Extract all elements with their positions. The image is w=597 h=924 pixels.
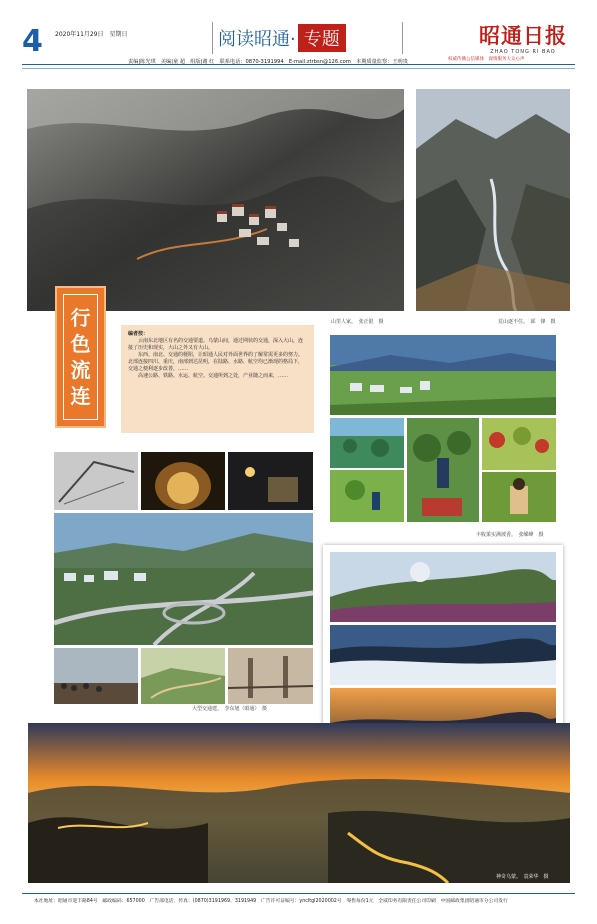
photo-orchard-4 [482, 418, 556, 470]
section-title [218, 22, 418, 54]
town-aerial-image [330, 335, 556, 415]
photo-mountain-road [141, 648, 225, 704]
date-line: 2020年11月29日 星期日 [55, 31, 128, 38]
photo-highway-interchange [54, 513, 313, 645]
crowd-image [54, 648, 138, 704]
caption-top-right: 荒山逐不住。 邱 锋 摄 [498, 319, 556, 325]
orchard-image-3 [407, 418, 479, 522]
feature-title-char-4: 连 [70, 384, 91, 408]
photo-construction-workers [54, 452, 138, 510]
feature-title-box [55, 286, 106, 428]
photo-sunset-panorama [28, 723, 570, 883]
orchard-image-2 [330, 470, 404, 522]
photo-orchard-5 [482, 472, 556, 522]
photo-orchard-2 [330, 470, 404, 522]
intro-text-box [121, 325, 314, 433]
valley-river-image [416, 89, 570, 311]
sunset-panorama-image [28, 723, 570, 883]
masthead-tagline: 权威传播公信媒体 深情服务大众心声 [448, 57, 525, 62]
caption-top-left: 山里人家。 张正银 摄 [331, 319, 384, 325]
footer-text: 本社地址：昭通市迎丰路84号 邮政编码：657000 广告部电话、传真：(0870)3191969、3191949 广告许可证编号：yncltgl2020002号 零售每份1元 全威印务有限责任公司印刷 中国邮政集团昭通市分公司发行 [34, 899, 508, 904]
photo-night-works [228, 452, 313, 510]
photo-crowd-viewpoint [54, 648, 138, 704]
intro-paragraph-1: 云南东北地区有名的交通要道。乌蒙山间，通过网状的交通，深入大山，连接了历史和现实，大山之外又有大山。 [128, 338, 304, 351]
photo-orchard-1 [330, 418, 404, 468]
photo-town-aerial [330, 335, 556, 415]
masthead-name: 昭通日报 [479, 23, 567, 48]
masthead [468, 20, 578, 55]
intro-paragraph-2: 东西、南北、交通的梗阻，让昭通人民对外面世界的了解常需更多的努力。北部连接四川、重庆，南部到达昆明，在陆路、水路、航空均已渐现的格局下，交通之便利逐步改善，…… [128, 352, 304, 372]
page-number: 4 [22, 24, 43, 59]
photo-tunnel [141, 452, 225, 510]
intro-heading: 编者按： [128, 331, 149, 337]
photo-bridge-towers [228, 648, 313, 704]
photo-mountain-village [27, 89, 404, 311]
caption-orchard: 丰收果实满坡香。 张嵘峰 摄 [476, 532, 544, 538]
photo-sea-of-clouds [330, 625, 556, 685]
header-rule-thin [22, 68, 575, 69]
feature-title-char-3: 流 [70, 358, 91, 382]
photo-orchard-3 [407, 418, 479, 522]
intro-paragraph-3: 高速公路、铁路、水运、航空。交通所到之处，产业随之而来，…… [128, 373, 289, 379]
masthead-pinyin: ZHAO TONG RI BAO [490, 49, 556, 55]
bridge-towers-image [228, 648, 313, 704]
mountain-village-image [27, 89, 404, 311]
night-works-image [228, 452, 313, 510]
tunnel-image [141, 452, 225, 510]
section-title-prefix: 阅读昭通· [218, 29, 296, 50]
construction-image [54, 452, 138, 510]
mountain-road-image [141, 648, 225, 704]
rhododendron-hills-image [330, 552, 556, 622]
photo-rhododendron-hills [330, 552, 556, 622]
feature-title-char-1: 行 [70, 306, 91, 330]
photo-valley-river [416, 89, 570, 311]
caption-bottom-sunset: 神奇乌蒙。 袁荣华 摄 [496, 874, 549, 880]
feature-title-char-2: 色 [70, 332, 91, 356]
section-title-main: 专题 [298, 24, 346, 52]
header-divider [212, 22, 213, 54]
caption-left-collage: 大型交通建。 李东旭（昭通） 摄 [192, 706, 268, 712]
orchard-image-4 [482, 418, 556, 470]
footer-rule [22, 893, 575, 894]
header-divider-right [402, 22, 403, 54]
highway-interchange-image [54, 513, 313, 645]
orchard-image-1 [330, 418, 404, 468]
sea-of-clouds-image [330, 625, 556, 685]
credits-line: 责编|陈光琪 美编|童 超 组版|谢 红 联系电话：0870-3191994 E-mail:ztrbsn@126.com 本期质量监察：王明贵 [128, 59, 408, 65]
orchard-image-5 [482, 472, 556, 522]
